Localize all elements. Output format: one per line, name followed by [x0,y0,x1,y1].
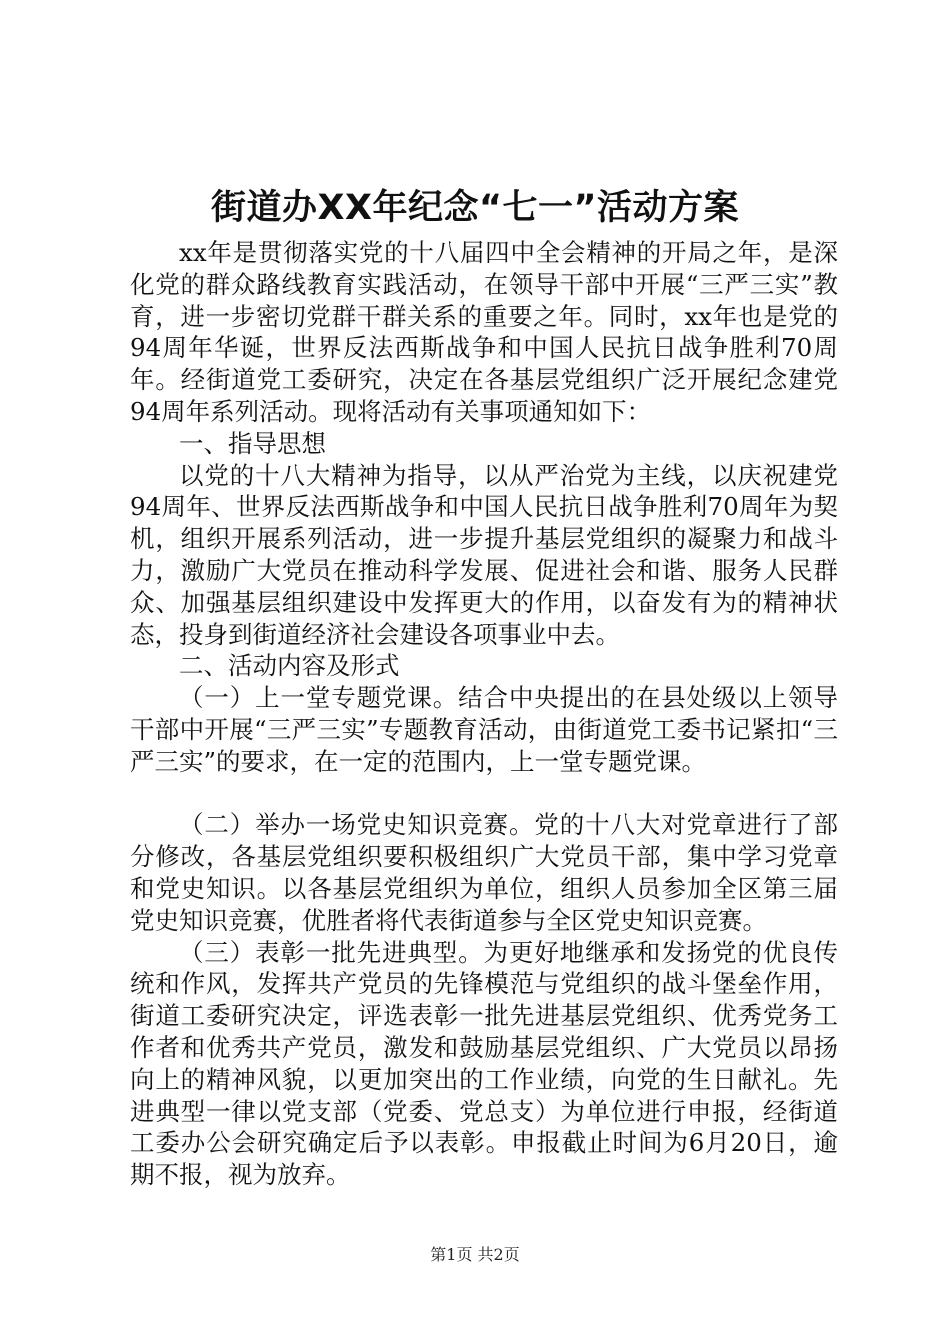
guiding-ideology-paragraph: 以党的十八大精神为指导，以从严治党为主线，以庆祝建党94周年、世界反法西斯战争和中国人民抗日战争胜利70周年为契机，组织开展系列活动，进一步提升基层党组织的凝聚力和战斗力，激励广大党员在推动科学发展、促进社会和谐、服务人民群众、加强基层组织建设中发挥更大的作用，以奋发有为的精神状态，投身到街道经济社会建设各项事业中去。 [130,460,838,649]
section-heading-guiding-ideology: 一、指导思想 [179,428,326,458]
activity-item-history-quiz: （二）举办一场党史知识竞赛。党的十八大对党章进行了部分修改，各基层党组织要积极组织广大党员干部，集中学习党章和党史知识。以各基层党组织为单位，组织人员参加全区第三届党史知识竞赛，优胜者将代表街道参与全区党史知识竞赛。 [130,810,838,935]
document-body [130,237,838,1191]
intro-paragraph: xx年是贯彻落实党的十八届四中全会精神的开局之年，是深化党的群众路线教育实践活动，在领导干部中开展“三严三实”教育，进一步密切党群干群关系的重要之年。同时，xx年也是党的94周年华诞，世界反法西斯战争和中国人民抗日战争胜利70周年。经街道党工委研究，决定在各基层党组织广泛开展纪念建党94周年系列活动。现将活动有关事项通知如下： [130,238,838,426]
page-footer: 第1页 共2页 [430,1245,520,1264]
document-title: 街道办XX年纪念“七一”活动方案 [211,188,739,228]
section-heading-activity-content: 二、活动内容及形式 [179,651,400,681]
activity-item-party-lecture: （一）上一堂专题党课。结合中央提出的在县处级以上领导干部中开展“三严三实”专题教育活动，由街道党工委书记紧扣“三严三实”的要求，在一定的范围内，上一堂专题党课。 [130,683,838,776]
activity-item-commendation: （三）表彰一批先进典型。为更好地继承和发扬党的优良传统和作风，发挥共产党员的先锋模范与党组织的战斗堡垒作用，街道工委研究决定，评选表彰一批先进基层党组织、优秀党务工作者和优秀共产党员，激发和鼓励基层党组织、广大党员以昂扬向上的精神风貌，以更加突出的工作业绩，向党的生日献礼。先进典型一律以党支部（党委、党总支）为单位进行申报，经街道工委办公会研究确定后予以表彰。申报截止时间为6月20日，逾期不报，视为放弃。 [130,937,838,1190]
